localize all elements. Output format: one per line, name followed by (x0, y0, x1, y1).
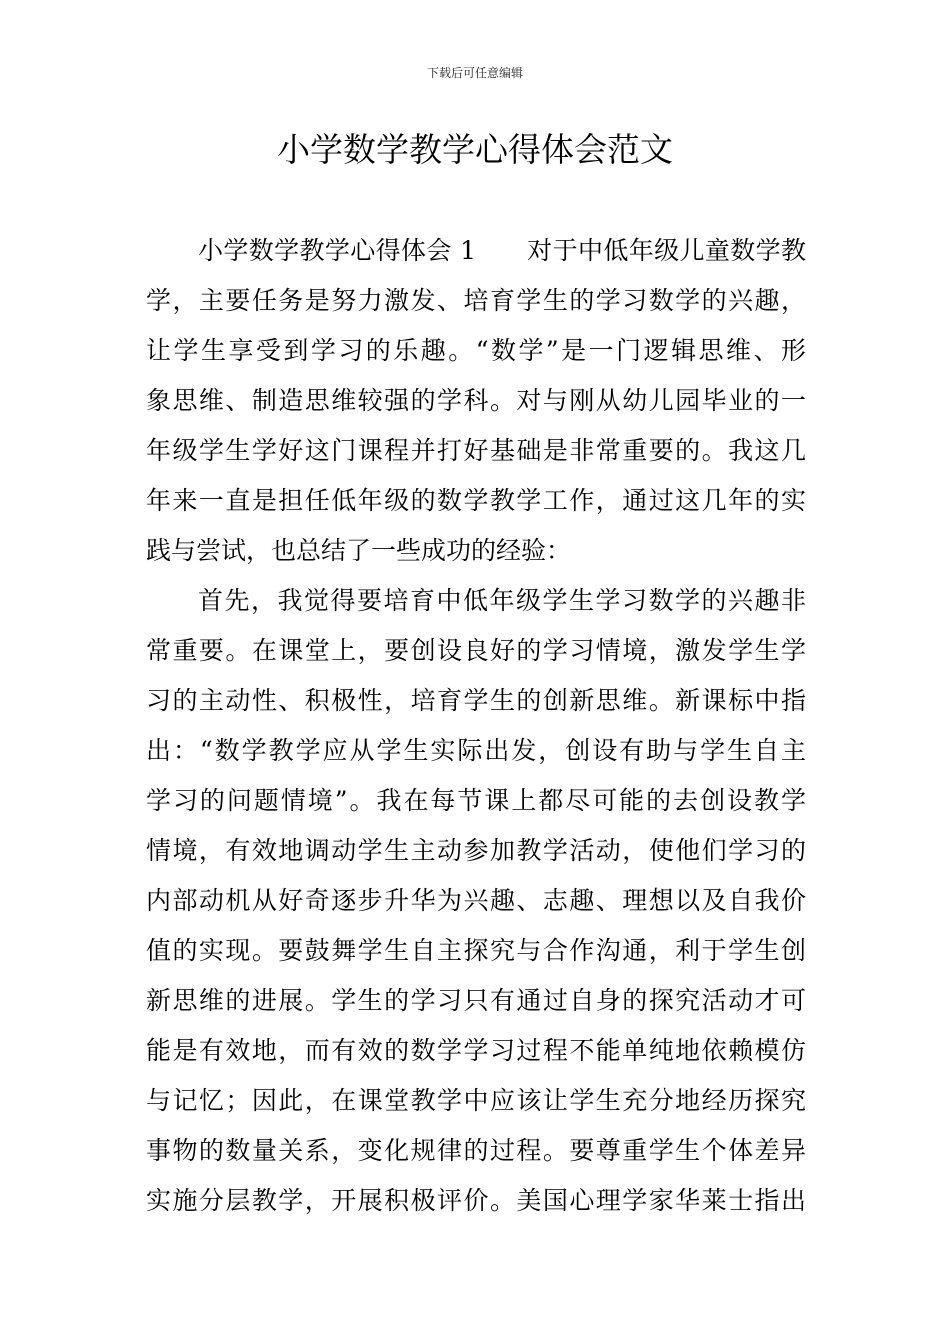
text-line: 内部动机从好奇逐步升华为兴趣、志趣、理想以及自我价 (146, 886, 806, 915)
paragraph-1 (146, 226, 806, 576)
text-line: 情境，有效地调动学生主动参加教学活动，使他们学习的 (146, 836, 806, 865)
text-line: 让学生享受到学习的乐趣。“数学”是一门逻辑思维、形 (146, 336, 806, 365)
text-line: 首先，我觉得要培育中低年级学生学习数学的兴趣非 (198, 586, 806, 615)
text-line: 实施分层教学，开展积极评价。美国心理学家华莱士指出 (146, 1186, 806, 1215)
document-title: 小学数学教学心得体会范文 (277, 130, 673, 169)
text-line: 能是有效地，而有效的数学学习过程不能单纯地依赖模仿 (146, 1036, 806, 1065)
text-line: 年来一直是担任低年级的数学教学工作，通过这几年的实 (146, 486, 806, 515)
text-line: 年级学生学好这门课程并打好基础是非常重要的。我这几 (146, 436, 806, 465)
paragraph-2 (146, 576, 806, 1226)
text-line: 践与尝试，也总结了一些成功的经验： (146, 536, 572, 565)
text-line: 事物的数量关系，变化规律的过程。要尊重学生个体差异 (146, 1136, 806, 1165)
text-line: 常重要。在课堂上，要创设良好的学习情境，激发学生学 (146, 636, 806, 665)
text-line: 值的实现。要鼓舞学生自主探究与合作沟通，利于学生创 (146, 936, 806, 965)
text-line: 与记忆；因此，在课堂教学中应该让学生充分地经历探究 (146, 1086, 806, 1115)
text-line: 小学数学教学心得体会 1 对于中低年级儿童数学教 (198, 236, 806, 265)
text-line: 习的主动性、积极性，培育学生的创新思维。新课标中指 (146, 686, 806, 715)
text-line: 出：“数学教学应从学生实际出发，创设有助与学生自主 (146, 736, 806, 765)
text-line: 学，主要任务是努力激发、培育学生的学习数学的兴趣， (146, 286, 806, 315)
text-line: 象思维、制造思维较强的学科。对与刚从幼儿园毕业的一 (146, 386, 806, 415)
text-line: 新思维的进展。学生的学习只有通过自身的探究活动才可 (146, 986, 806, 1015)
text-line: 学习的问题情境”。我在每节课上都尽可能的去创设教学 (146, 786, 806, 815)
document-body (146, 226, 806, 1226)
header-note: 下载后可任意编辑 (426, 66, 523, 80)
